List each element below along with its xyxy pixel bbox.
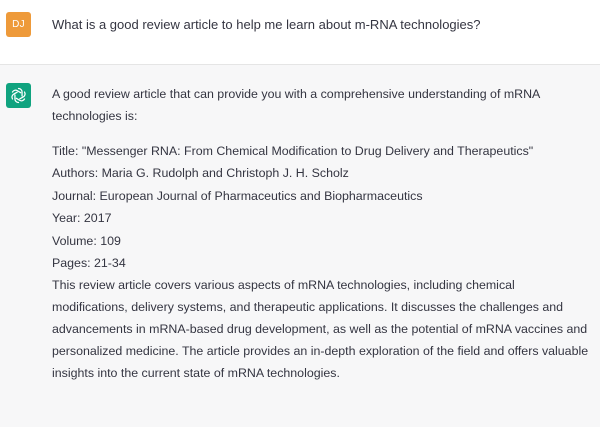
assistant-avatar xyxy=(6,83,31,108)
response-intro: A good review article that can provide you with a comprehensive understanding of mRNA technologies is: xyxy=(52,87,540,123)
user-message-text: What is a good review article to help me learn about m-RNA technologies? xyxy=(52,17,481,32)
user-message-row xyxy=(0,0,600,64)
article-volume: Volume: 109 xyxy=(52,233,121,248)
article-details xyxy=(52,140,592,274)
response-summary: This review article covers various aspects of mRNA technologies, including chemical modifications, delivery systems, and therapeutic applications. It discusses the challenges and advancements in mRNA-based drug development, as well as the potential of mRNA vaccines and personalized medicine. The article provides an in-depth exploration of the field and offers valuable insights into the current state of mRNA technologies. xyxy=(52,278,589,381)
assistant-message-body xyxy=(52,83,592,384)
article-authors: Authors: Maria G. Rudolph and Christoph J. H. Scholz xyxy=(52,166,349,181)
article-title: Title: "Messenger RNA: From Chemical Modification to Drug Delivery and Therapeutics" xyxy=(52,144,534,158)
article-year: Year: 2017 xyxy=(52,211,112,226)
assistant-message-row xyxy=(0,64,600,427)
article-journal: Journal: European Journal of Pharmaceutics and Biopharmaceutics xyxy=(52,188,423,203)
user-avatar: DJ xyxy=(6,12,31,37)
openai-logo-icon xyxy=(9,86,28,105)
article-pages: Pages: 21-34 xyxy=(52,256,126,271)
